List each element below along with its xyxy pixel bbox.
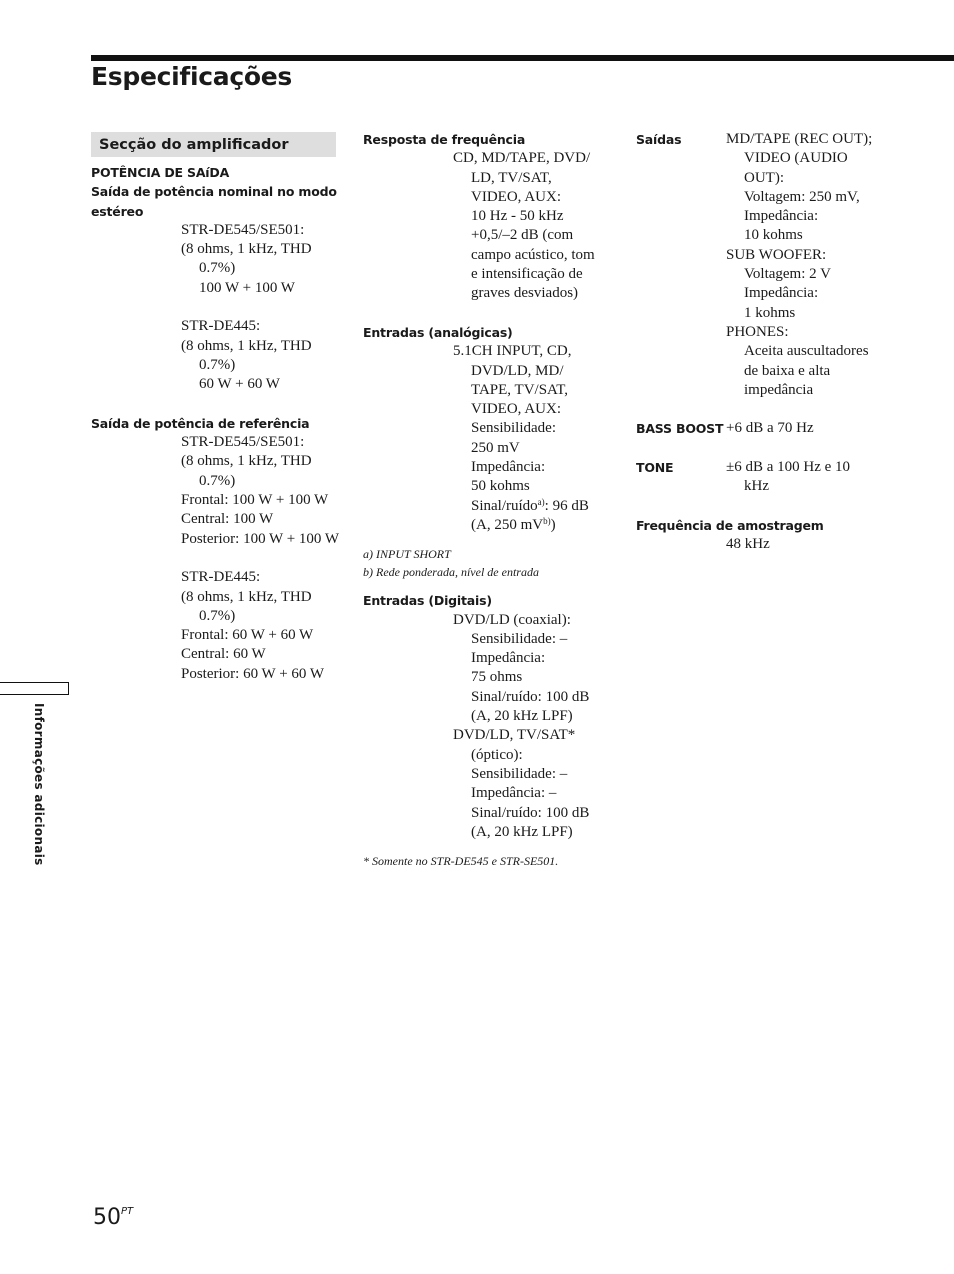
side-tab-marker	[0, 682, 69, 695]
analog-line: Impedância:	[471, 459, 546, 476]
power-value: 60 W + 60 W	[199, 376, 280, 393]
opt-line: (óptico):	[471, 746, 523, 763]
snr-line	[471, 497, 613, 516]
sampling-frequency-label: Frequência de amostragem	[636, 517, 824, 533]
snr-cond-footnote-ref: b)	[543, 515, 551, 526]
output-line: OUT):	[744, 169, 784, 186]
tone-value: ±6 dB a 100 Hz e 10	[726, 459, 851, 476]
side-section-label: Informações adicionais	[32, 703, 46, 866]
output-line: Impedância:	[744, 208, 819, 225]
output-line: VIDEO (AUDIO	[744, 150, 848, 167]
rated-block-de545	[91, 221, 341, 298]
rear-power: Posterior: 100 W + 100 W	[181, 530, 340, 547]
footnote-star: * Somente no STR-DE545 e STR-SE501.	[363, 854, 559, 869]
tone-row	[636, 458, 954, 497]
output-line: Aceita auscultadores	[744, 343, 869, 360]
freq-line: 10 Hz - 50 kHz	[471, 208, 564, 225]
outputs-label: Saídas	[636, 132, 682, 147]
front-power: Frontal: 60 W + 60 W	[181, 627, 314, 644]
analog-line: Sensibilidade:	[471, 420, 556, 437]
tone-label: TONE	[636, 460, 674, 476]
bass-boost-label: BASS BOOST	[636, 421, 724, 437]
model-line: STR-DE545/SE501:	[181, 434, 305, 451]
digital-inputs-label: Entradas (Digitais)	[363, 593, 492, 609]
rated-block-de445	[91, 317, 341, 394]
ref-block-de545	[91, 433, 341, 549]
power-output-heading: POTÊNCIA DE SAíDA	[91, 165, 230, 180]
column-inputs	[363, 130, 613, 870]
analog-line: TAPE, TV/SAT,	[471, 381, 569, 398]
opt-line: Sensibilidade: –	[471, 765, 568, 782]
condition-line: 0.7%)	[199, 607, 236, 624]
outputs-values	[726, 130, 954, 400]
coaxial-heading: DVD/LD (coaxial):	[453, 611, 571, 628]
analog-inputs-label: Entradas (analógicas)	[363, 324, 513, 340]
output-phones-heading: PHONES:	[726, 323, 789, 340]
ref-block-de445	[91, 568, 341, 684]
section-title: Secção do amplificador	[91, 132, 336, 157]
top-rule	[91, 55, 954, 61]
analog-line: 50 kohms	[471, 478, 530, 495]
snr-value: : 96 dB	[544, 497, 589, 514]
condition-line: (8 ohms, 1 kHz, THD	[181, 453, 312, 470]
condition-line: (8 ohms, 1 kHz, THD	[181, 588, 312, 605]
freq-line: CD, MD/TAPE, DVD/	[453, 150, 591, 167]
analog-line: VIDEO, AUX:	[471, 401, 561, 418]
reference-power-label: Saída de potência de referência	[91, 415, 310, 431]
output-line: Voltagem: 250 mV,	[744, 188, 860, 205]
condition-line: (8 ohms, 1 kHz, THD	[181, 337, 312, 354]
bass-boost-row	[636, 419, 954, 438]
analog-line: 250 mV	[471, 439, 520, 456]
condition-line: 0.7%)	[199, 356, 236, 373]
outputs-row	[636, 130, 954, 400]
coax-line: Impedância:	[471, 650, 546, 667]
opt-line: (A, 20 kHz LPF)	[471, 823, 573, 840]
output-line: impedância	[744, 381, 814, 398]
model-line: STR-DE445:	[181, 318, 261, 335]
coax-line: 75 ohms	[471, 669, 523, 686]
model-line: STR-DE445:	[181, 569, 261, 586]
freq-line: LD, TV/SAT,	[471, 169, 552, 186]
frequency-response-label: Resposta de frequência	[363, 132, 526, 147]
analog-line: 5.1CH INPUT, CD,	[453, 343, 572, 360]
output-line: 10 kohms	[744, 227, 803, 244]
center-power: Central: 60 W	[181, 646, 266, 663]
front-power: Frontal: 100 W + 100 W	[181, 492, 329, 509]
page-number-suffix: PT	[121, 1206, 134, 1217]
output-md-heading: MD/TAPE (REC OUT);	[726, 131, 873, 147]
coax-line: Sensibilidade: –	[471, 630, 568, 647]
output-line: de baixa e alta	[744, 362, 831, 379]
snr-condition-line	[471, 516, 613, 535]
opt-line: Impedância: –	[471, 785, 557, 802]
freq-line: campo acústico, tom	[471, 246, 595, 263]
model-line: STR-DE545/SE501:	[181, 221, 305, 238]
power-value: 100 W + 100 W	[199, 279, 295, 296]
freq-line: +0,5/–2 dB (com	[471, 227, 574, 244]
opt-line: Sinal/ruído: 100 dB	[471, 804, 590, 821]
condition-line: 0.7%)	[199, 260, 236, 277]
output-line: Voltagem: 2 V	[744, 266, 831, 283]
snr-cond-end: )	[550, 516, 556, 533]
snr-cond-text: (A, 250 mV	[471, 516, 544, 533]
footnote-a: a) INPUT SHORT	[363, 547, 451, 562]
page-number	[93, 1205, 133, 1230]
coax-line: (A, 20 kHz LPF)	[471, 708, 573, 725]
center-power: Central: 100 W	[181, 511, 274, 528]
coax-line: Sinal/ruído: 100 dB	[471, 688, 590, 705]
snr-footnote-ref: a)	[537, 496, 545, 507]
page-title: Especificações	[91, 62, 292, 91]
freq-line: graves desviados)	[471, 285, 579, 302]
output-line: Impedância:	[744, 285, 819, 302]
analog-line: DVD/LD, MD/	[471, 362, 564, 379]
column-power-output	[91, 130, 341, 684]
column-outputs	[636, 130, 954, 555]
freq-line: e intensificação de	[471, 266, 583, 283]
rated-power-label: Saída de potência nominal no modo estéreo	[91, 184, 337, 219]
footnote-b: b) Rede ponderada, nível de entrada	[363, 565, 539, 580]
tone-values	[726, 458, 954, 497]
bass-boost-value: +6 dB a 70 Hz	[726, 420, 814, 437]
rear-power: Posterior: 60 W + 60 W	[181, 665, 325, 682]
optical-heading: DVD/LD, TV/SAT*	[453, 727, 576, 744]
tone-value-cont: kHz	[744, 478, 769, 495]
page-number-value: 50	[93, 1205, 121, 1230]
condition-line: (8 ohms, 1 kHz, THD	[181, 241, 312, 258]
condition-line: 0.7%)	[199, 472, 236, 489]
sampling-frequency-value: 48 kHz	[726, 536, 770, 553]
output-sub-heading: SUB WOOFER:	[726, 246, 827, 263]
output-line: 1 kohms	[744, 304, 796, 321]
freq-line: VIDEO, AUX:	[471, 188, 561, 205]
snr-text: Sinal/ruído	[471, 497, 538, 514]
